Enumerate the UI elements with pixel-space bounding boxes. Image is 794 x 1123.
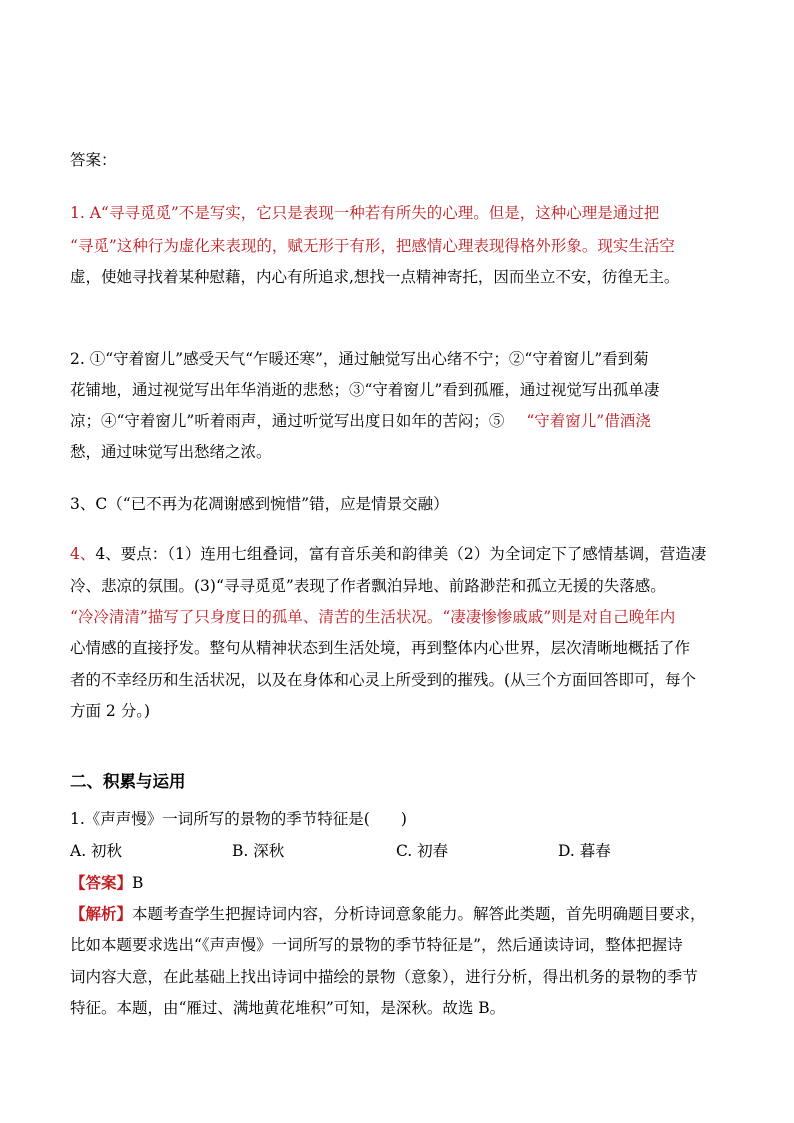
analysis-line-2: 比如本题要求选出“《声声慢》一词所写的景物的季节特征是”，然后通读诗词，整体把握诗 (70, 936, 683, 954)
section-2-title: 二、积累与运用 (70, 772, 186, 791)
answer-header: 答案： (70, 151, 117, 169)
answer-4-line-2: 冷、悲凉的氛围。(3)“寻寻觅觅”表现了作者飘泊异地、前路渺茫和孤立无援的失落感。 (70, 577, 666, 595)
analysis-line-3: 词内容大意，在此基础上找出诗词中描绘的景物（意象），进行分析，得出机务的景物的季节 (70, 968, 698, 986)
answer-4-line-3a: “冷冷清清”描写了只身度日的孤单、清苦的生活状况。 (70, 608, 443, 626)
answer-4-line-1 (70, 544, 730, 564)
analysis-tag: 【解析】 (70, 904, 133, 923)
answer-2-line-3 (70, 411, 730, 431)
option-a: A. 初秋 (70, 842, 123, 860)
answer-2-line-3-main: 凉；④“守着窗儿”听着雨声，通过听觉写出度日如年的苦闷；⑤ (70, 412, 505, 430)
answer-1-line-2: “寻觅”这种行为虚化来表现的，赋无形于有形，把感情心理表现得格外形象。现实生活空 (70, 237, 675, 255)
analysis-line-1 (70, 904, 730, 924)
answer-1-line-3: 虚，使她寻找着某种慰藉，内心有所追求,想找一点精神寄托，因而坐立不安，彷徨无主。 (70, 268, 680, 286)
answer-4-line-5: 者的不幸经历和生活状况，以及在身体和心灵上所受到的摧残。(从三个方面回答即可，每个 (70, 671, 697, 689)
answer-2-line-1: 2. ①“守着窗儿”感受天气“乍暖还寒”，通过触觉写出心绪不宁；②“守着窗儿”看到菊 (70, 350, 649, 368)
answer-line (70, 873, 730, 893)
option-c: C. 初春 (396, 842, 449, 860)
answer-2-line-3-highlight: “守着窗儿”借酒浇 (526, 412, 651, 430)
answer-2-line-4: 愁，通过味觉写出愁绪之浓。 (70, 443, 272, 461)
analysis-line-4: 特征。本题，由“雁过、满地黄花堆积”可知，是深秋。故选 B。 (70, 999, 506, 1017)
answer-4-line-1-text: 4、要点：（1）连用七组叠词，富有音乐美和韵律美（2）为全词定下了感情基调，营造凄 (95, 545, 707, 563)
analysis-text-1: 本题考查学生把握诗词内容，分析诗词意象能力。解答此类题，首先明确题目要求， (132, 905, 706, 923)
answer-4-line-4: 心情感的直接抒发。整句从精神状态到生活处境，再到整体内心世界，层次清晰地概括了作 (70, 639, 691, 657)
answer-1-line-1: 1. A“寻寻觅觅”不是写实，它只是表现一种若有所失的心理。但是，这种心理是通过把 (70, 204, 660, 222)
answer-4-prefix: 4、 (70, 545, 96, 563)
answer-4-line-3 (70, 607, 730, 627)
answer-4-line-3b: “凄凄惨惨戚戚”则是对自己晚年内 (442, 608, 676, 626)
option-d: D. 暮春 (558, 842, 611, 860)
option-b: B. 深秋 (232, 842, 285, 860)
answer-value: B (132, 874, 144, 892)
answer-3: 3、C（“已不再为花凋谢感到惋惜”错，应是情景交融） (70, 495, 449, 513)
answer-4-line-6: 方面 2 分。) (70, 702, 151, 720)
answer-2-line-2: 花铺地，通过视觉写出年华消逝的悲愁；③“守着窗儿”看到孤雁，通过视觉写出孤单凄 (70, 381, 660, 399)
answer-tag: 【答案】 (70, 873, 133, 892)
section-2-question: 1.《声声慢》一词所写的景物的季节特征是( ) (70, 810, 407, 828)
